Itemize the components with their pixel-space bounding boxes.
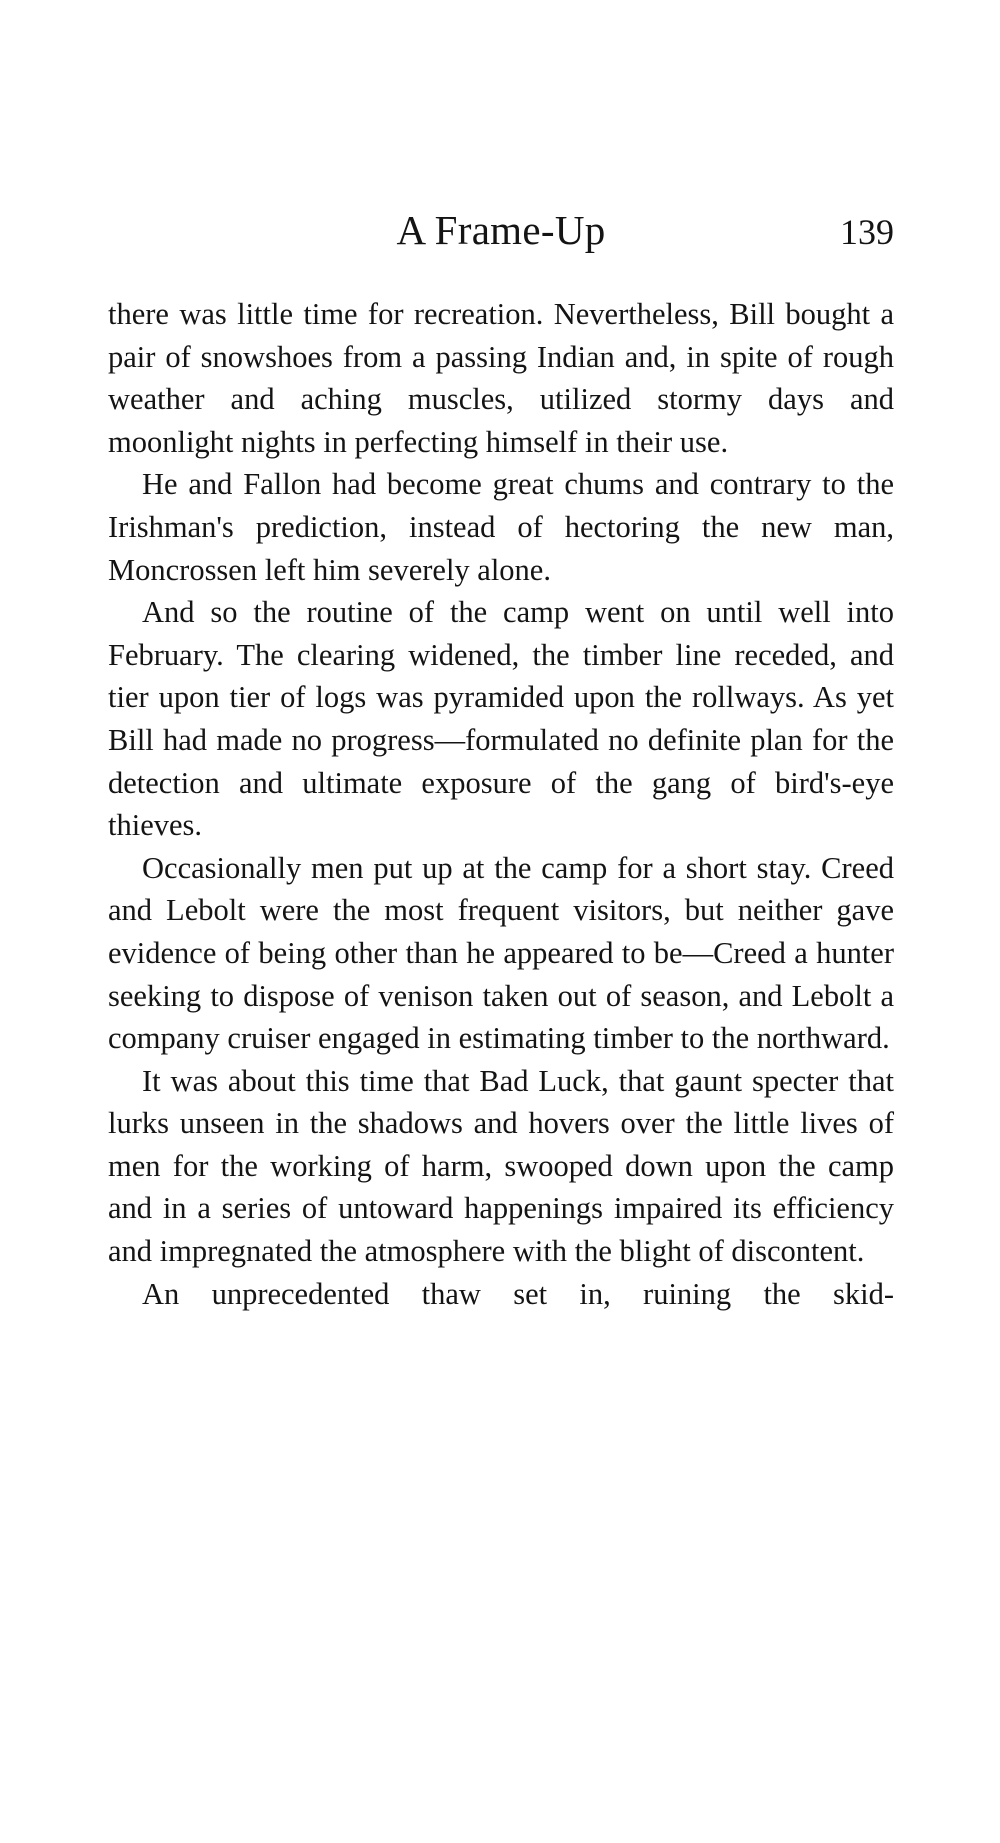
paragraph-3: And so the routine of the camp went on until well into February. The clearing widened, the timber line receded, and tier upon tier of logs was pyramided upon the rollways. As yet Bill had made no progress—formulated no definite plan for the detection and ultimate exposure of the gang of bird's-eye thieves. (108, 595, 894, 843)
body-text (108, 293, 894, 1315)
paragraph-2: He and Fallon had become great chums and contrary to the Irishman's prediction, instead of hectoring the new man, Moncrossen left him severely alone. (108, 467, 894, 587)
page-number: 139 (840, 212, 894, 252)
paragraph-5: It was about this time that Bad Luck, that gaunt specter that lurks unseen in the shadows and hovers over the little lives of men for the working of harm, swooped down upon the camp and in a series of untoward happenings impaired its efficiency and impregnated the atmosphere with the blight of discontent. (108, 1063, 894, 1269)
running-head (108, 200, 894, 260)
paragraph-1: there was little time for recreation. Nevertheless, Bill bought a pair of snowshoes from a passing Indian and, in spite of rough weather and aching muscles, utilized stormy days and moonlight nights in perfecting himself in their use. (108, 297, 894, 459)
paragraph-4: Occasionally men put up at the camp for a short stay. Creed and Lebolt were the most frequent visitors, but neither gave evidence of being other than he appeared to be—Creed a hunter seeking to dispose of venison taken out of season, and Lebolt a company cruiser engaged in estimating timber to the northward. (108, 850, 894, 1056)
paragraph-6: An unprecedented thaw set in, ruining the skid- (142, 1276, 894, 1311)
chapter-title: A Frame-Up (396, 207, 606, 253)
